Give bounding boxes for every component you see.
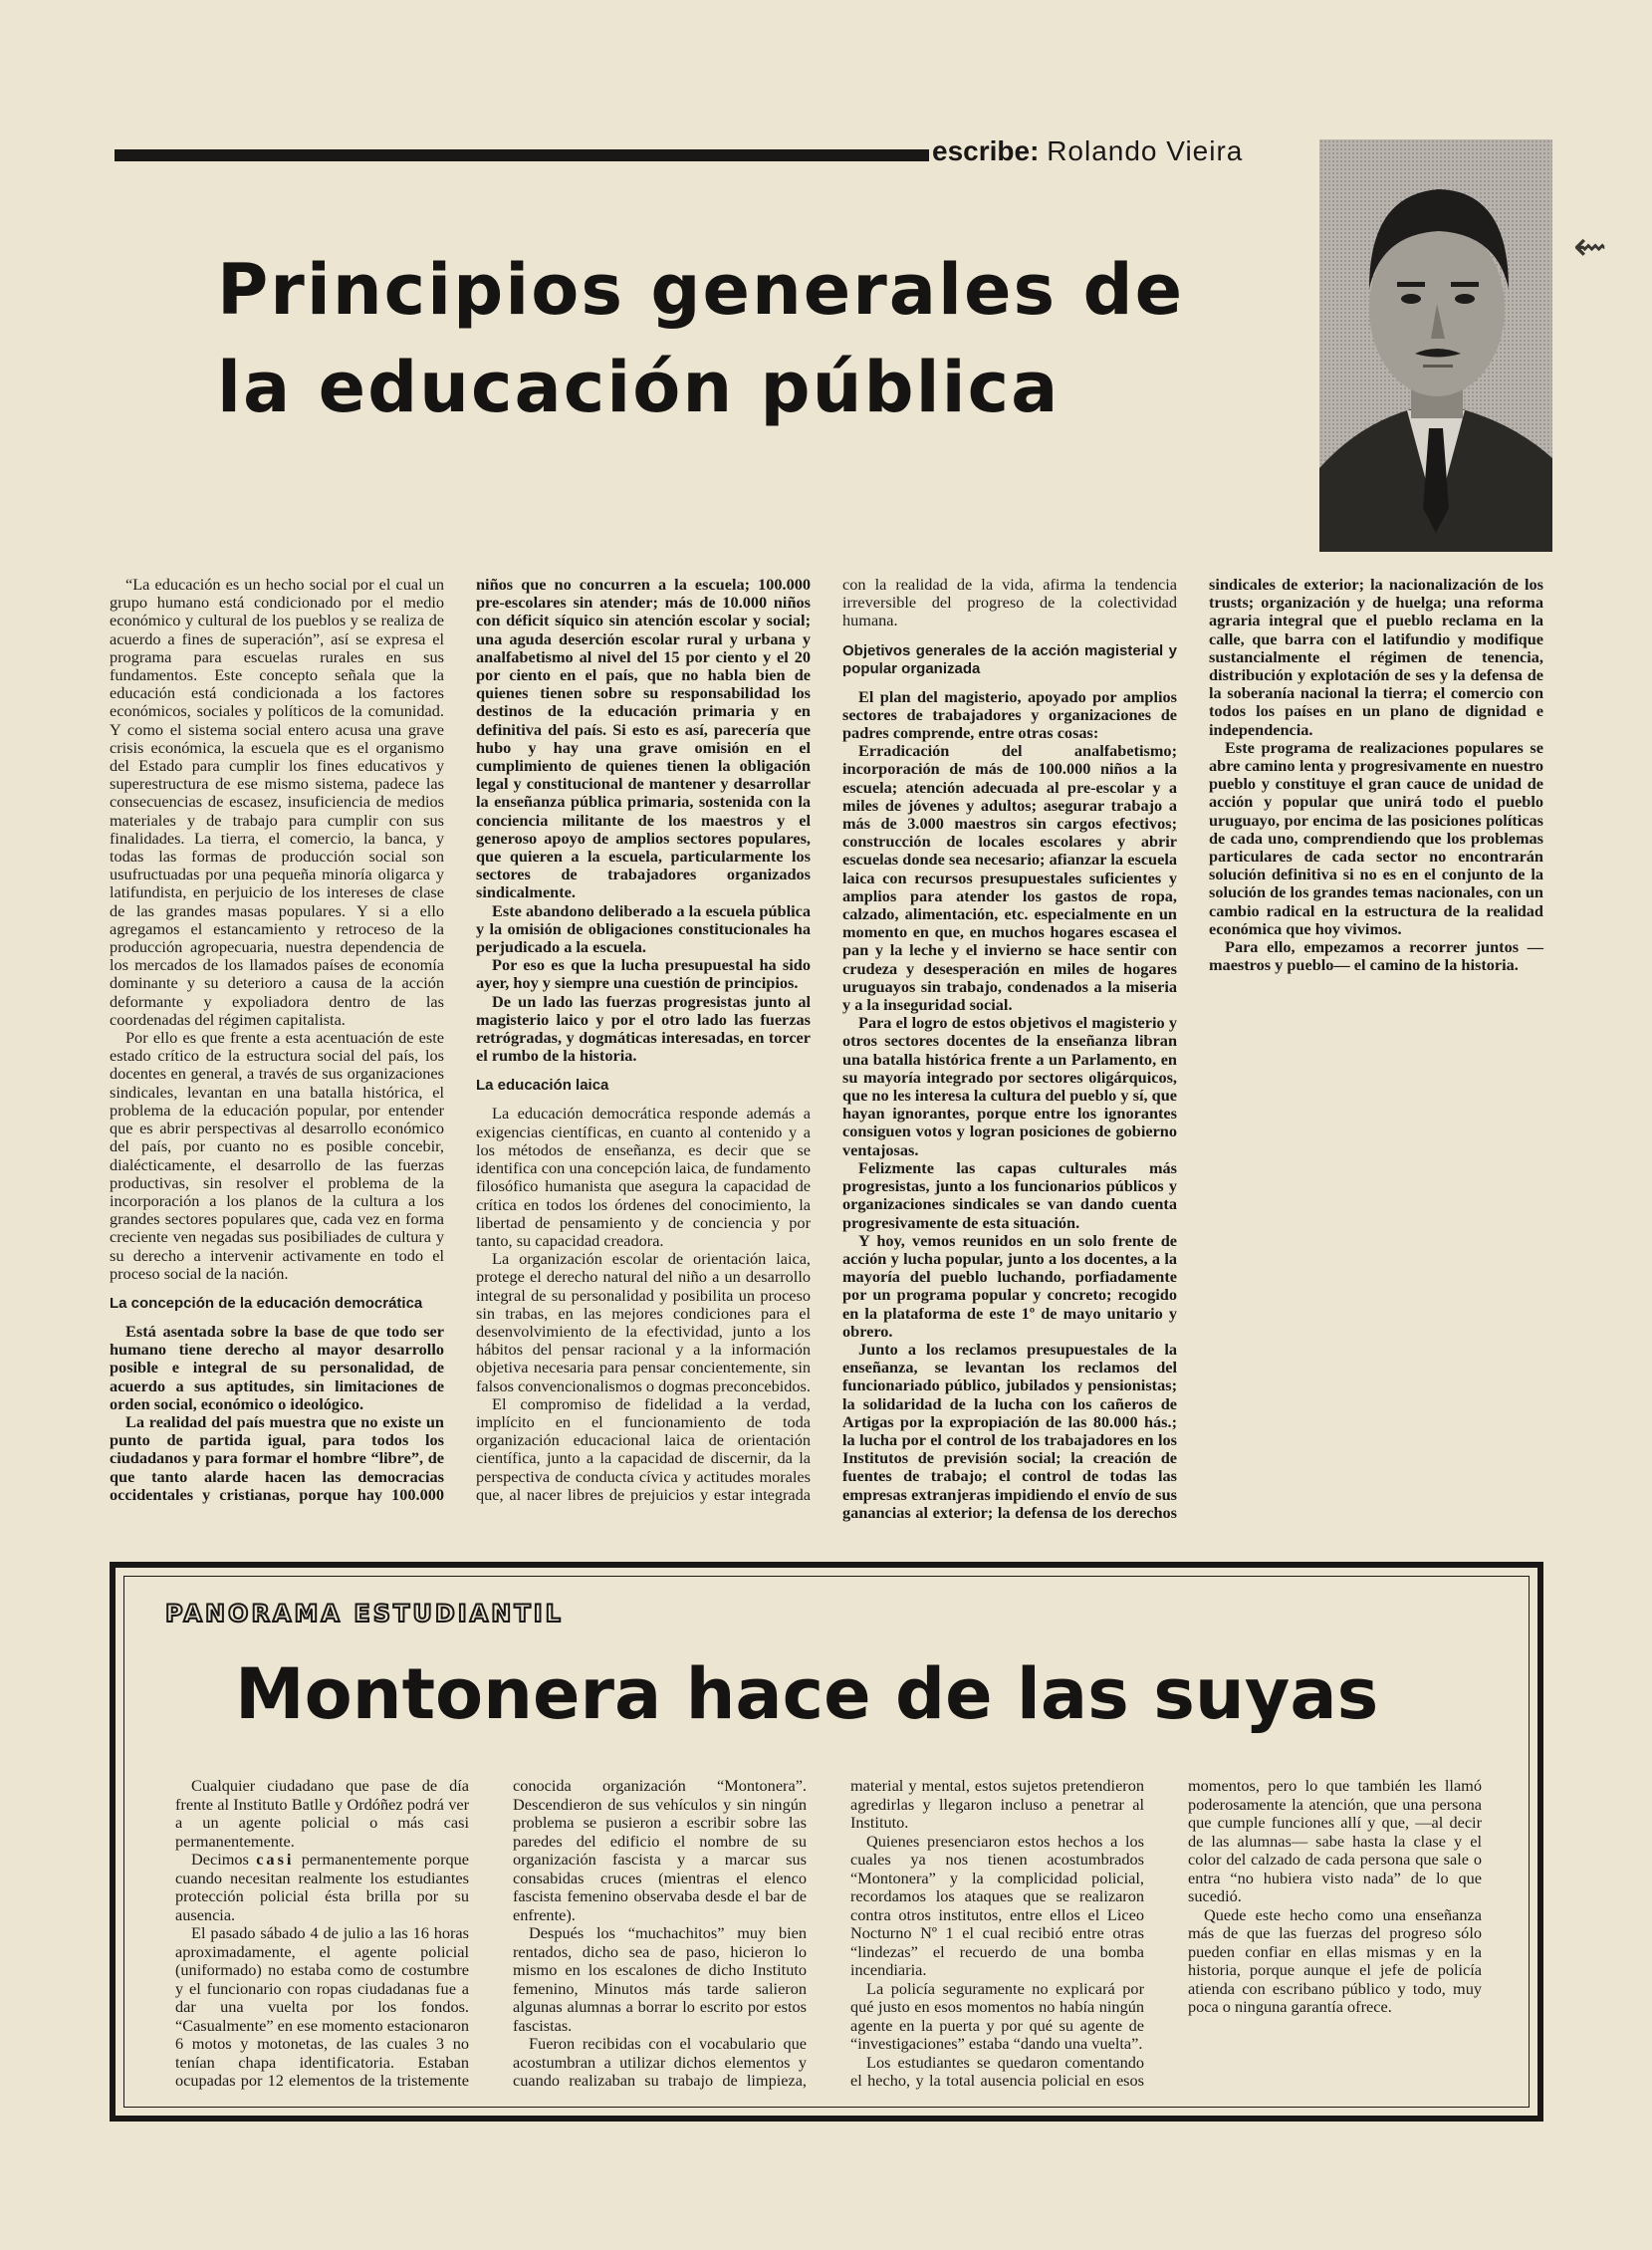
article-paragraph: Erradicación del analfabetismo; incorporación de más de 100.000 niños a la escuela; atención adecuada al pre-escolar y a miles de jóvenes y adultos; asegurar trabajo a más de 3.000 maestros sin cargos efectivos; construcción de locales escolares y abrir escuelas donde sea necesario; afianzar la escuela laica con recursos presupuestales suficientes y amplios para atender los gastos de ropa, calzado, alimentación, etc. especialmente en un momento en que, en muchos hogares escasea el pan y la leche y el invierno se hace sentir con crudeza y desesperación en miles de hogares uruguayos sin trabajo, condenados a la miseria y a la inseguridad social. [842,741,1177,1015]
box-kicker: PANORAMA ESTUDIANTIL [165,1600,564,1627]
article-paragraph: Felizmente las capas culturales más progresistas, junto a los funcionarios públicos y organizaciones sindicales se van dando cuenta progresivamente de esta situación. [842,1157,1177,1232]
article-paragraph: Este abandono deliberado a la escuela pública y la omisión de obligaciones constitucionales ha perjudicado a la escuela. [476,900,811,957]
byline-prefix: escribe: [932,135,1040,166]
article-paragraph: Por ello es que frente a esta acentuación de este estado crítico de la estructura social del país, los docentes en general, a través de sus organizaciones sindicales, levantan en una batalla histórica, el problema de la educación popular, por entender que es abrir perspectivas al desarrollo económico del país, por cuanto no es posible concebir, dialécticamente, el desarrollo de las fuerzas productivas, sin resolver el problema de la incorporación a los planos de la cultura a los grandes sectores populares que, cada vez en forma creciente ven negadas sus posibiliades de cultura y su derecho a intervenir activamente en todo el proceso social de la nación. [110,1028,444,1283]
section-heading: La concepción de la educación democrática [110,1294,423,1312]
article-paragraph: “La educación es un hecho social por el cual un grupo humano está condicionado por el medio económico y cultural de los pueblos y se realiza de acuerdo a fines de superación”, así se expresa el programa para escuelas rurales en sus fundamentos. Este concepto señala que la educación está condicionada a los factores económicos, sociales y políticos de la comunidad. Y como el sistema social entero acusa una grave crisis económica, la escuela que es el organismo del Estado para cumplir los fines educativos y superestructura de ese mismo sistema, padece las consecuencias de escasez, insuficiencia de medios materiales y de trabajo para cumplir con sus finalidades. La tierra, el comercio, la banca, y todas las formas de producción social son usufructuadas por una pequeña minoría oligarca y latifundista, en perjuicio de los intereses de clase de las grandes masas populares. Y si a ello agregamos el estancamiento y retroceso de la producción agropecuaria, nuestra dependencia de los mercados de los llamados países de economía dominante y su deterioro a causa de la acción deformante y expoliadora dentro de las coordenadas del régimen capitalista. [110,575,444,1029]
article-paragraph: La organización escolar de orientación laica, protege el derecho natural del niño a un desarrollo integral de su personalidad y posibilita un proceso sin trabas, en las mejores condiciones para el desenvolvimiento de la efectividad, junto a los hábitos del pensar racional y a la información objetiva necesaria para pensar concientemente, sin falsos convencionalismos o dogmas preconcebidos. [476,1249,811,1395]
pen-mark: ⇜ [1573,224,1607,270]
article-paragraph: Este programa de realizaciones populares se abre camino lenta y progresivamente en nuestro pueblo y constituye el gran cauce de unidad de acción y popular que unirá todo el pueblo uruguayo, por encima de las posiciones políticas de cada uno, comprendiendo que los problemas particulares de cada sector no encontrarán solución definitiva si no es en el conjunto de la solución de los grandes temas nacionales, con un cambio radical en la estructura de la realidad económica que hoy vivimos. [1209,737,1543,938]
author-portrait [1319,139,1552,552]
byline [932,135,1243,167]
box-paragraph: La policía seguramente no explicará por qué justo en esos momentos no había ningún agente en la puerta y por qué su agente de “investigaciones” estaba “dando una vuelta”. [850,1978,1144,2053]
byline-rule [115,149,929,161]
box-paragraph: Quede este hecho como una enseñanza más de que las fuerzas del progreso sólo pueden confiar en ellas mismas y en la historia, porque aunque el jefe de policía atienda con escribano público y todo, muy poca o ninguna garantía ofrece. [1188,1904,1482,2016]
article-paragraph: La realidad del país muestra que no existe un punto de partida igual, para todos los ciudadanos y para formar el hombre “libre”, de que tanto alarde hacen las democracias occidentales y cristianas, porque hay 100.000 niños que no concurren a la escuela; 100.000 pre-escolares sin atender; más de 10.000 niños con déficit síquico sin atención escolar y social; una aguda deserción escolar rural y urbana y analfabetismo al nivel del 15 por ciento y el 20 por ciento en el país, que no habla bien de quienes tienen sobre su responsabilidad los destinos de la educación primaria y en definitiva del país. Si esto es así, parecería que hubo y hay una grave omisión en el cumplimiento de quienes tienen la obligación legal y constitucional de mantener y desarrollar la enseñanza pública primaria, sostenida con la conciencia militante de los maestros y el generoso apoyo de amplios sectores populares, que quieren a la escuela, particularmente los sectores de trabajadores organizados sindicalmente. [110,575,811,1504]
box-paragraph: Después los “muchachitos” muy bien rentados, dicho sea de paso, hicieron lo mismo en los escalones de dicho Instituto femenino, Minutos más tarde salieron algunas alumnas a borrar lo escrito por estos fascistas. [513,1923,807,2035]
box-paragraph: El pasado sábado 4 de julio a las 16 horas aproximadamente, el agente policial (uniformado) no estaba como de costumbre y el funcionario con ropas ciudadanas fue a dar una vuelta por los fondos. “Casualmente” en ese momento estacionaron 6 motos y motonetas, de las cuales 3 no tenían chapa identificatoria. Estaban ocupadas por 12 elementos de la tristemente conocida organización “Montonera”. Descendieron de sus vehículos y sin ningún problema se pusieron a escribir sobre las paredes del edificio el nombre de su organización fascista y a marcar sus consabidas cruces (mientras el elenco fascista femenino observaba desde el bar de enfrente). [175,1776,807,2090]
byline-author: Rolando Vieira [1047,135,1244,166]
box-paragraph [175,1851,469,1924]
box-paragraph: Los estudiantes se quedaron comentando el hecho, y la total ausencia policial en esos momentos, pero lo que también les llamó poderosamente la atención, que una persona que cumple funciones allí y que, —al decir de las alumnas— sabe hasta la clase y el color del calzado de cada persona que sale o entra “no hubiera visto nada” de lo que sucedió. [850,1776,1482,2090]
article-headline [217,241,1193,436]
box-text-span: Decimos [191,1850,249,1869]
box-emphasis: casi [256,1850,295,1869]
article-paragraph: La educación democrática responde además a exigencias científicas, en cuanto al contenido y a los métodos de enseñanza, es decir que se identifica con una concepción laica, de fundamento filosófico humanista que asegura la capacidad de crítica en todos los órdenes del conocimiento, la libertad de pensamiento y de conciencia y por tanto, su capacidad creadora. [476,1104,811,1250]
portrait-image [1319,139,1552,552]
article-paragraph: Junto a los reclamos presupuestales de la enseñanza, se levantan los reclamos del funcionariado público, jubilados y pensionistas; la solidaridad de la lucha con los cañeros de Artigas por la expropiación de las 80.000 hás.; la lucha por el control de los trabajadores en los Institutos de previsión social; la creación de fuentes de trabajo; el control de todas las empresas extranjeras impidiendo el envío de sus ganancias al exterior; la defensa de los derechos sindicales de exterior; la nacionalización de los trusts; organización y de huelga; una reforma agraria integral que el pueblo reclama en la calle, que barra con el latifundio y modifique sustancialmente el régimen de tenencia, distribución y explotación de ses y la defensa de la soberanía nacional la tierra; el comercio con todos los países en un plano de dignidad e independencia. [842,575,1543,1522]
box-text-span: permanentemente porque cuando necesitan realmente los estudiantes protección policial ésta brilla por su ausencia. [175,1850,470,1924]
article-paragraph: El plan del magisterio, apoyado por amplios sectores de trabajadores y organizaciones de padres comprende, entre otras cosas: [842,686,1177,743]
article-body [110,576,1543,1522]
section-heading: La educación laica [476,1077,609,1095]
article-paragraph: El compromiso de fidelidad a la verdad, implícito en el funcionamiento de toda organización educacional laica de orientación científica, junto a la capacidad de discernir, da la perspectiva de conducta cívica y actitudes morales que, al nacer libres de prejuicios y estar integrada con la realidad de la vida, afirma la tendencia irreversible del progreso de la colectividad humana. [476,575,1177,1504]
box-headline: Montonera hace de las suyas [235,1653,1379,1735]
box-paragraph: Quienes presenciaron estos hechos a los cuales ya nos tienen acostumbrados “Montonera” y la complicidad policial, recordamos los ataques que se realizaron contra otros institutos, entre ellos el Liceo Nocturno Nº 1 el cual recibió entre otras “lindezas” el recuerdo de una bomba incendiaria. [850,1831,1144,1979]
article-paragraph: Por eso es que la lucha presupuestal ha sido ayer, hoy y siempre una cuestión de principios. [476,955,811,993]
article-paragraph: De un lado las fuerzas progresistas junto al magisterio laico y por el otro lado las fuerzas retrógradas, y dogmáticas interesadas, en torcer el rumbo de la historia. [476,991,811,1066]
headline-line-2: la educación pública [217,347,1061,428]
article-paragraph: Para ello, empezamos a recorrer juntos —maestros y pueblo— el camino de la historia. [1209,937,1543,975]
article-paragraph: Y hoy, vemos reunidos en un solo frente de acción y lucha popular, junto a los docentes, a la mayoría del pueblo luchando, porfiadamente por un programa popular y concreto; recogido en la plataforma de este 1º de mayo unitario y obrero. [842,1230,1177,1341]
headline-line-1: Principios generales de [217,249,1185,331]
section-heading: Objetivos generales de la acción magisterial y popular organizada [842,641,1177,677]
box-paragraph: Fueron recibidas con el vocabulario que acostumbran a utilizar dichos elementos y cuando realizaban su trabajo de limpieza, material y mental, estos sujetos pretendieron agredirlas y llegaron incluso a penetrar al Instituto. [513,1776,1144,2090]
article-paragraph: Está asentada sobre la base de que todo ser humano tiene derecho al mayor desarrollo posible e integral de su personalidad, de acuerdo a sus aptitudes, sin limitaciones de orden social, económico o ideológico. [110,1321,444,1413]
article-paragraph: Para el logro de estos objetivos el magisterio y otros sectores docentes de la enseñanza libran una batalla histórica frente a un Parlamento, en su mayoría integrado por sectores oligárquicos, que no les interesa la cultura del pueblo y sí, que hayan ignorantes, porque entre los ignorantes consiguen votos y logran posiciones de gobierno ventajosas. [842,1013,1177,1159]
box-paragraph: Cualquier ciudadano que pase de día frente al Instituto Batlle y Ordóñez podrá ver a un agente policial o más casi permanentemente. [175,1776,469,1851]
box-body [175,1777,1482,2096]
panorama-box [110,1562,1543,2122]
